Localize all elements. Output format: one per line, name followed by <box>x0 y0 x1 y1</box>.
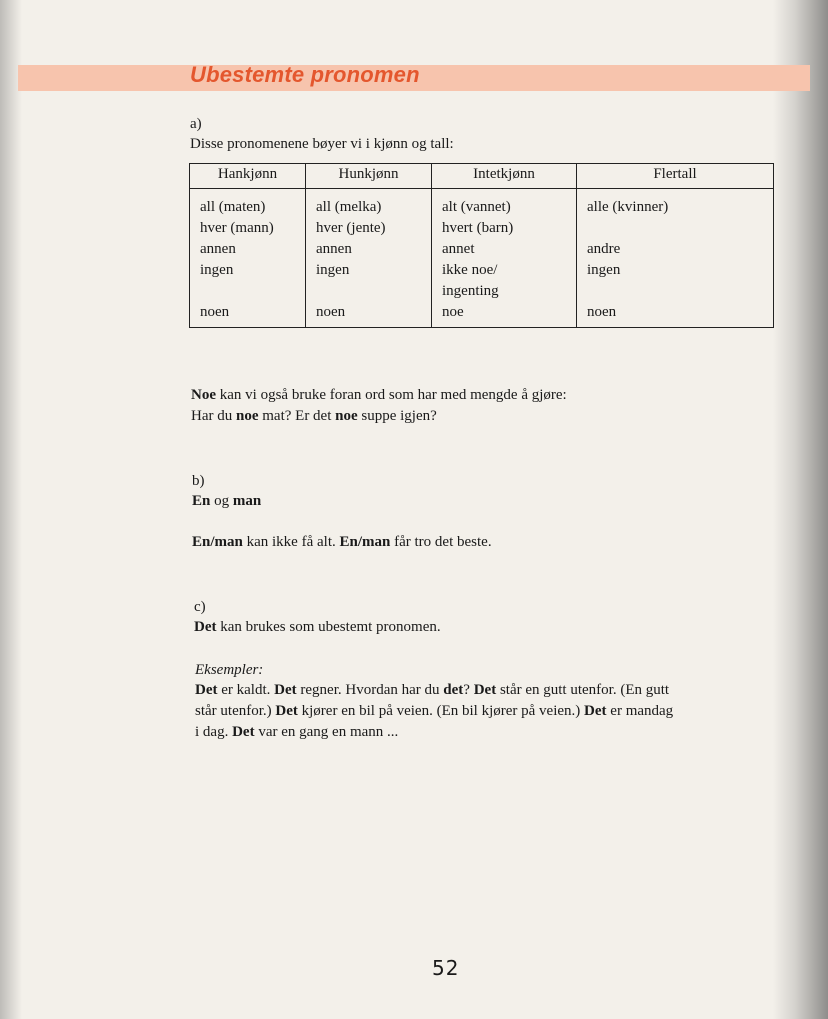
page-title: Ubestemte pronomen <box>190 62 420 87</box>
table-header: Hunkjønn <box>306 164 432 189</box>
bold-word: Det <box>232 724 255 740</box>
table-header: Hankjønn <box>190 164 306 189</box>
text-run: regner. Hvordan har du <box>296 682 444 698</box>
bold-word: En <box>192 493 211 509</box>
bold-word: det <box>443 682 464 698</box>
section-b-heading <box>192 491 261 512</box>
bold-word: En/man <box>192 534 243 550</box>
table-cell: annet <box>442 241 475 257</box>
text-run: står utenfor.) <box>195 703 276 719</box>
table-cell: all (maten) <box>200 199 266 215</box>
bold-word: Det <box>274 682 297 698</box>
bold-word: Det <box>195 682 218 698</box>
text-run: er kaldt. <box>217 682 275 698</box>
cell-hankjonn <box>190 189 306 328</box>
table-cell: all (melka) <box>316 199 382 215</box>
text-run: mat? Er det <box>258 408 336 424</box>
text-run: i dag. <box>195 724 233 740</box>
section-a-label: a) <box>190 116 202 132</box>
cell-hunkjonn <box>306 189 432 328</box>
table-row <box>190 189 774 328</box>
noe-example <box>191 406 437 427</box>
page-edge-left <box>0 0 22 1019</box>
text-run: får tro det beste. <box>390 534 492 550</box>
table-cell: alt (vannet) <box>442 199 511 215</box>
example-line <box>195 701 673 722</box>
example-line <box>195 680 669 701</box>
section-b-label: b) <box>192 473 205 489</box>
bold-word: Det <box>194 619 217 635</box>
bold-word: Det <box>473 682 497 698</box>
page-edge-right <box>773 0 828 1019</box>
cell-flertall <box>577 189 774 328</box>
section-c-label: c) <box>194 599 206 615</box>
bold-word: Det <box>275 703 298 719</box>
cell-intetkjonn <box>432 189 577 328</box>
section-a-intro: Disse pronomenene bøyer vi i kjønn og tall: <box>190 136 454 152</box>
text-run: suppe igjen? <box>357 408 437 424</box>
table-cell <box>200 281 295 302</box>
examples-label: Eksempler: <box>195 662 264 678</box>
noe-note <box>191 385 567 406</box>
bold-word: Det <box>584 703 607 719</box>
table-cell: noen <box>200 304 230 320</box>
table-cell: hver (jente) <box>316 220 386 236</box>
text-run: står en gutt utenfor. (En gutt <box>496 682 670 698</box>
text-run: og <box>210 493 233 509</box>
bold-word: En/man <box>339 534 391 550</box>
table-header: Intetkjønn <box>432 164 577 189</box>
text-run: var en gang en mann ... <box>254 724 399 740</box>
bold-word: Noe <box>191 387 216 403</box>
text-run: Har du <box>191 408 236 424</box>
page-number: 52 <box>432 956 460 980</box>
table-cell: ingenting <box>442 283 499 299</box>
table-header-row <box>190 164 774 189</box>
table-cell: hver (mann) <box>200 220 274 236</box>
table-cell <box>587 218 763 239</box>
pronoun-table <box>189 163 774 328</box>
table-cell: ingen <box>316 262 350 278</box>
table-cell: annen <box>200 241 236 257</box>
table-cell: ikke noe/ <box>442 262 498 278</box>
table-cell: ingen <box>587 262 621 278</box>
table-cell: annen <box>316 241 352 257</box>
text-run: kjører en bil på veien. (En bil kjører på veien.) <box>297 703 585 719</box>
example-line <box>195 722 398 743</box>
bold-word: noe <box>335 408 358 424</box>
table-cell: ingen <box>200 262 234 278</box>
text-run: kan ikke få alt. <box>242 534 340 550</box>
text-run: kan vi også bruke foran ord som har med mengde å gjøre: <box>216 387 567 403</box>
text-run: ? <box>463 682 474 698</box>
table-cell: noen <box>316 304 346 320</box>
table-cell: noe <box>442 304 464 320</box>
table-cell: andre <box>587 241 621 257</box>
table-cell: alle (kvinner) <box>587 199 669 215</box>
table-header: Flertall <box>577 164 774 189</box>
table-cell: noen <box>587 304 617 320</box>
text-run: er mandag <box>606 703 674 719</box>
bold-word: man <box>232 493 262 509</box>
table-cell: hvert (barn) <box>442 220 514 236</box>
section-c-intro <box>194 617 441 638</box>
table-cell <box>316 281 421 302</box>
text-run: kan brukes som ubestemt pronomen. <box>216 619 441 635</box>
table-cell <box>587 281 763 302</box>
bold-word: noe <box>236 408 259 424</box>
section-b-example <box>192 532 492 553</box>
